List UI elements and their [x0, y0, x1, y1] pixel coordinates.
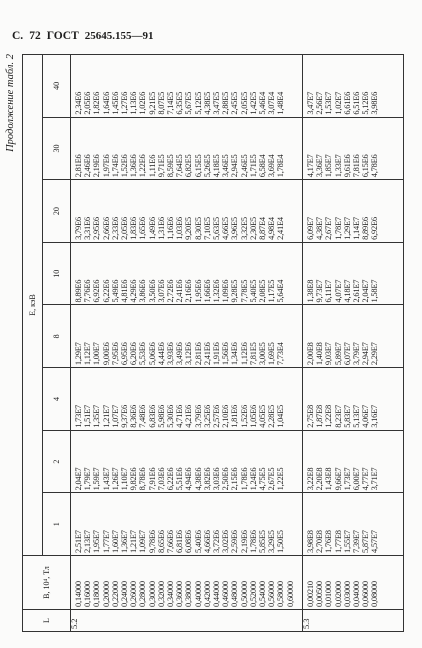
- data-table: [22, 54, 404, 632]
- value-column: 4,17E7 3,36E7 1,85E7 1,33E7 9,61E6 7,81E6 6,15E6 4,78E6: [303, 117, 404, 180]
- b-values: 0,14000 0,16000 0,18000 0,20000 0,22000 0,24000 0,26000 0,28000 0,30000 0,32000 0,34000 0,36000 0,38000 0,40000 0,42000 0,44000 0,46000 0,48000 0,50000 0,52000 0,54000 0,56000 0,58000 0,60000: [71, 556, 303, 610]
- value-column: 2,34E6 2,05E6 1,82E6 1,64E6 1,45E6 1,27E6 1,13E6 1,02E6 9,21E5 8,07E5 7,14E5 6,35E5 5,67E5 5,12E5 4,38E5 3,47E5 2,88E5 2,45E5 2,05E5 1,42E5 5,46E4 3,07E4 1,48E4: [71, 55, 303, 118]
- header-l: L: [23, 610, 71, 632]
- standard-number: 25645.155—91: [84, 30, 154, 42]
- value-column: 2,04E7 1,79E7 1,59E7 1,43E7 1,26E7 1,10E7 9,82E6 8,78E6 7,91E6 7,03E6 6,22E6 5,51E6 4,94E6 4,38E6 3,82E6 3,03E6 2,50E6 2,15E6 1,78E6 1,24E6 4,75E5 2,67E5 1,22E5: [71, 430, 303, 493]
- value-column: 1,29E7 1,12E7 1,00E7 9,00E6 7,95E6 6,95E6 6,20E6 5,53E6 5,06E6 4,44E6 3,93E6 3,49E6 3,12E6 2,81E6 2,41E6 1,91E6 1,56E6 1,34E6 1,12E6 7,81E5 3,00E5 1,69E5 7,73E4: [71, 305, 303, 368]
- value-column: 3,79E6 3,31E6 2,95E6 2,66E6 2,33E6 2,05E6 1,83E6 1,65E6 1,49E6 1,31E6 1,16E6 1,03E6 9,20E5 8,30E5 7,10E5 5,63E5 4,66E5 3,96E5 3,32E5 2,30E5 8,87E4 4,98E4 2,41E4: [71, 180, 303, 243]
- value-column: 1,38E8 9,73E7 6,11E7 4,07E7 4,18E7 2,61E7 2,04E7 1,58E7: [303, 242, 404, 305]
- value-column: 2,00E8 1,40E8 9,03E7 5,89E7 6,07E7 3,79E7 2,94E7 2,29E7: [303, 305, 404, 368]
- header-b: B, 10⁴, Тл: [23, 556, 71, 610]
- header-energy: 2: [43, 430, 71, 493]
- value-column: 3,47E7 2,56E7 1,53E7 1,02E7 6,61E6 6,51E6 5,12E6 3,98E6: [303, 55, 404, 118]
- header-energy-group: E, кэВ: [23, 55, 43, 556]
- header-energy: 10: [43, 242, 71, 305]
- value-column: 6,09E7 4,38E7 2,67E7 1,78E7 1,29E7 1,14E7 8,89E6 6,92E6: [303, 180, 404, 243]
- continuation-label: Продолжение табл. 2: [5, 54, 16, 152]
- rotated-table-block: [6, 54, 416, 632]
- header-energy: 40: [43, 55, 71, 118]
- value-column: 8,89E6 7,76E6 6,92E6 6,22E6 5,49E6 4,81E6 4,29E6 3,86E6 3,50E6 3,07E6 2,72E6 2,41E6 2,16E6 1,95E6 1,66E6 1,32E6 1,09E6 9,28E5 7,78E5 5,40E5 2,08E5 1,17E5 5,64E4: [71, 242, 303, 305]
- header-energy: 20: [43, 180, 71, 243]
- b-values: 0,00210 0,00500 0,01000 0,02000 0,03000 0,04000 0,06000 0,08000: [303, 556, 404, 610]
- table-row-group-5-2: [71, 55, 303, 632]
- value-column: 2,75E8 1,87E8 1,22E8 8,23E7 5,83E7 5,13E7 4,06E7 3,16E7: [303, 368, 404, 431]
- standard-prefix: ГОСТ: [46, 30, 79, 42]
- table-row-group-5-3: [303, 55, 404, 632]
- page-prefix: С.: [12, 30, 24, 42]
- value-column: 2,51E7 2,13E7 1,95E7 1,77E7 1,60E7 1,36E7 1,21E7 1,09E7 9,78E6 8,65E6 7,66E6 6,81E6 6,08E6 5,40E6 4,66E6 3,72E6 3,02E6 2,59E6 2,19E6 1,78E6 5,85E5 3,29E5 1,50E5: [71, 493, 303, 556]
- value-column: 3,22E8 2,20E8 1,43E8 9,66E7 1,73E7 6,00E7 4,77E7 3,71E7: [303, 430, 404, 493]
- header-energy: 1: [43, 493, 71, 556]
- value-column: 2,81E6 2,46E6 2,19E6 1,97E6 1,74E6 1,52E6 1,36E6 1,22E6 1,11E6 9,71E5 8,59E5 7,64E5 6,82E5 6,15E5 5,26E5 4,18E5 3,46E5 2,94E5 2,46E5 1,71E5 6,58E4 3,69E4 1,78E4: [71, 117, 303, 180]
- page-header: [12, 30, 160, 42]
- header-energy: 8: [43, 305, 71, 368]
- l-value: 5.2: [71, 610, 303, 632]
- l-value: 5.3: [303, 610, 404, 632]
- value-column: 3,98E8 2,70E8 1,76E8 1,77E8 1,55E7 7,39E7 5,87E7 4,57E7: [303, 493, 404, 556]
- header-energy: 4: [43, 368, 71, 431]
- page-number: 72: [29, 30, 41, 42]
- header-energy: 30: [43, 117, 71, 180]
- value-column: 1,73E7 1,51E7 1,35E7 1,21E7 1,07E7 9,37E6 8,36E6 7,48E6 6,83E6 5,98E6 5,30E6 4,71E6 4,21E6 3,79E6 3,25E6 2,57E6 2,10E6 1,81E6 1,52E6 1,05E6 4,05E5 2,28E5 1,04E5: [71, 368, 303, 431]
